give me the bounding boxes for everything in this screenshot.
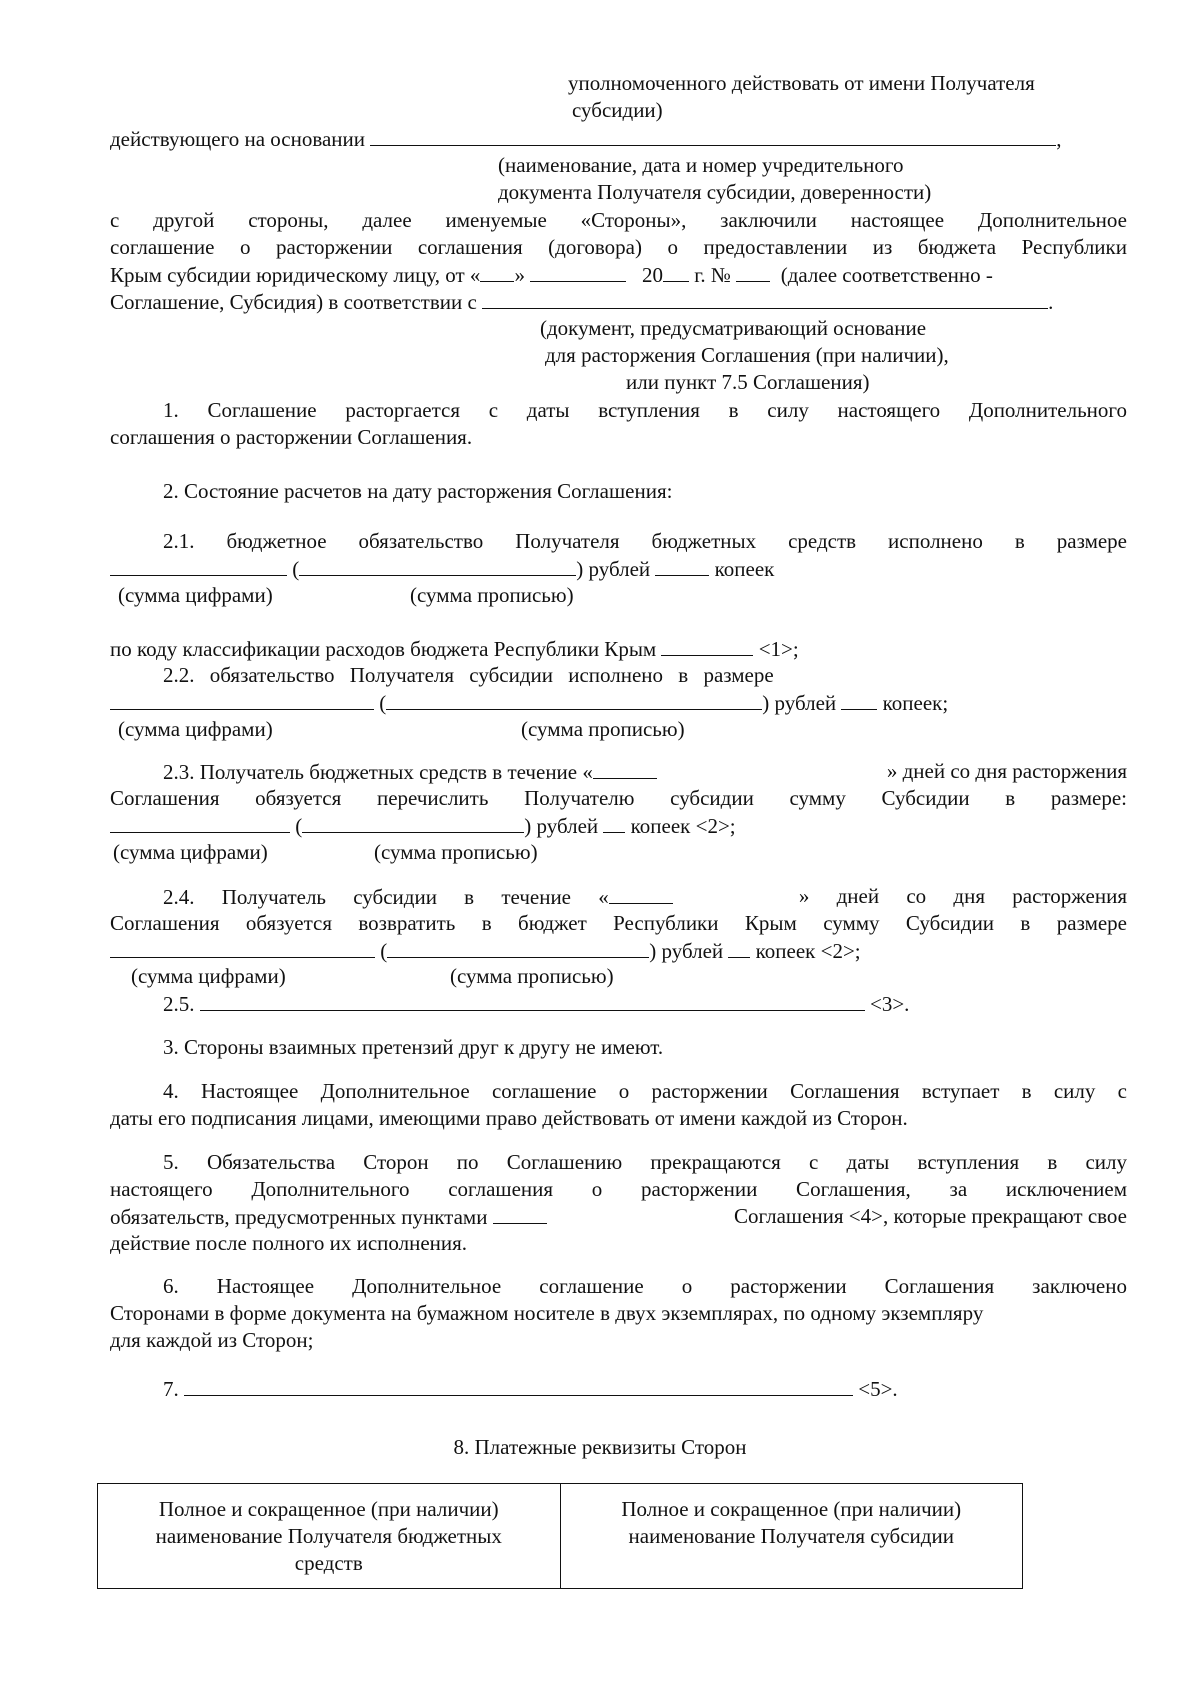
accordance-blank[interactable] <box>482 288 1048 309</box>
basis-comma: , <box>1056 127 1062 151</box>
clause-2-1-code-line <box>110 635 799 663</box>
days-blank[interactable] <box>593 758 657 779</box>
preamble-line3 <box>110 261 993 289</box>
clause-5-line3-end: Соглашения <4>, которые прекращают свое <box>734 1204 1127 1228</box>
basis-caption-line1: (наименование, дата и номер учредительного <box>498 153 904 177</box>
kopecks-label: копеек <box>714 557 775 581</box>
clause-3: 3. Стороны взаимных претензий друг к другу не имеют. <box>163 1035 664 1059</box>
clause-5-line3 <box>110 1203 1127 1231</box>
amount-words-blank[interactable] <box>302 812 524 833</box>
clause-2-3-line1a <box>163 758 657 786</box>
year-blank[interactable] <box>663 261 689 282</box>
clause-5-line2: настоящего Дополнительного соглашения о расторжении Соглашения, за исключением <box>110 1177 1127 1201</box>
clause-2-2-line1: 2.2. обязательство Получателя субсидии исполнено в размере <box>163 663 774 687</box>
clause-2-2-amount <box>110 689 948 717</box>
clause-2-3-line1b: » дней со дня расторжения <box>886 759 1127 783</box>
recipient-subsidy-header: Полное и сокращенное (при наличии) наименование Получателя субсидии <box>560 1484 1023 1589</box>
basis-blank[interactable] <box>370 125 1056 146</box>
clause-2-3-line2: Соглашения обязуется перечислить Получателю субсидии сумму Субсидии в размере: <box>110 786 1127 810</box>
amount-words-blank[interactable] <box>386 689 762 710</box>
footnote-5: <5>. <box>858 1377 898 1401</box>
clause-2-1-amount <box>110 555 774 583</box>
clause-7-blank[interactable] <box>184 1375 853 1396</box>
kopecks-blank[interactable] <box>728 937 750 958</box>
preamble-line2: соглашение о расторжении соглашения (договора) о предоставлении из бюджета Республики <box>110 235 1127 259</box>
footnote-1: <1>; <box>758 637 799 661</box>
clause-2-5 <box>163 990 909 1018</box>
amount-words-blank[interactable] <box>387 937 649 958</box>
rubles-label: ) рублей <box>649 939 724 963</box>
clause-2-1-line1: 2.1. бюджетное обязательство Получателя бюджетных средств исполнено в размере <box>163 529 1127 553</box>
clause-1-line2: соглашения о расторжении Соглашения. <box>110 425 473 449</box>
payment-details-table <box>97 1483 1023 1589</box>
section-8-title: 8. Платежные реквизиты Сторон <box>453 1435 747 1459</box>
accordance-caption-line2: для расторжения Соглашения (при наличии), <box>545 343 949 367</box>
accordance-caption-line3: или пункт 7.5 Соглашения) <box>626 370 870 394</box>
day-blank[interactable] <box>480 261 514 282</box>
clause-5-line4: действие после полного их исполнения. <box>110 1231 468 1255</box>
footnote-3: <3>. <box>870 992 910 1016</box>
clause-2-1-cap-digits: (сумма цифрами) <box>118 583 273 607</box>
kopecks-blank[interactable] <box>603 812 625 833</box>
clause-6-line1: 6. Настоящее Дополнительное соглашение о расторжении Соглашения заключено <box>163 1274 1127 1298</box>
clause-4-line2: даты его подписания лицами, имеющими право действовать от имени каждой из Сторон. <box>110 1106 908 1130</box>
code-blank[interactable] <box>661 635 753 656</box>
number-label: г. № <box>694 263 731 287</box>
accordance-caption-line1: (документ, предусматривающий основание <box>540 316 927 340</box>
clause-6-line2: Сторонами в форме документа на бумажном носителе в двух экземплярах, по одному экземпляру <box>110 1301 984 1325</box>
clause-1-line1: 1. Соглашение расторгается с даты вступления в силу настоящего Дополнительного <box>163 398 1127 422</box>
items-blank[interactable] <box>493 1203 547 1224</box>
recipient-budget-funds-header: Полное и сокращенное (при наличии) наименование Получателя бюджетных средств <box>98 1484 561 1589</box>
clause-5-text: обязательств, предусмотренных пунктами <box>110 1205 488 1229</box>
clause-2-3-cap-words: (сумма прописью) <box>374 840 538 864</box>
amount-digits-blank[interactable] <box>110 555 287 576</box>
clause-2-5-number: 2.5. <box>163 992 195 1016</box>
kopecks-label: копеек; <box>882 691 949 715</box>
amount-digits-blank[interactable] <box>110 812 290 833</box>
kopecks-label: копеек <2>; <box>755 939 861 963</box>
quote-close: » <box>514 263 525 287</box>
month-blank[interactable] <box>530 261 626 282</box>
accordance-label: Соглашение, Субсидия) в соответствии с <box>110 290 477 314</box>
rubles-label: ) рублей <box>576 557 651 581</box>
days-blank[interactable] <box>609 883 673 904</box>
clause-2-2-cap-digits: (сумма цифрами) <box>118 717 273 741</box>
rubles-label: ) рублей <box>524 814 599 838</box>
amount-digits-blank[interactable] <box>110 689 374 710</box>
clause-2-5-blank[interactable] <box>200 990 865 1011</box>
year-prefix: 20 <box>641 263 663 287</box>
clause-2-4-text: 2.4. Получатель субсидии в течение « <box>163 885 609 909</box>
clause-2-3-text: 2.3. Получатель бюджетных средств в течение « <box>163 760 593 784</box>
clause-2-3-amount <box>110 812 736 840</box>
kopecks-label: копеек <2>; <box>630 814 736 838</box>
paren-open: ( <box>295 814 303 838</box>
basis-label: действующего на основании <box>110 127 366 151</box>
clause-2-1-cap-words: (сумма прописью) <box>410 583 574 607</box>
basis-caption-line2: документа Получателя субсидии, доверенности) <box>498 180 932 204</box>
preamble-line4 <box>110 288 1053 316</box>
paren-open: ( <box>292 557 300 581</box>
clause-5-line3-start <box>110 1203 547 1231</box>
amount-words-blank[interactable] <box>299 555 576 576</box>
clause-2: 2. Состояние расчетов на дату расторжения Соглашения: <box>163 479 673 503</box>
period: . <box>1048 290 1054 314</box>
paren-open: ( <box>379 691 387 715</box>
clause-2-4-line2: Соглашения обязуется возвратить в бюджет Республики Крым сумму Субсидии в размере <box>110 911 1127 935</box>
clause-4-line1: 4. Настоящее Дополнительное соглашение о расторжении Соглашения вступает в силу с <box>163 1079 1127 1103</box>
clause-2-4-cap-digits: (сумма цифрами) <box>131 964 286 988</box>
preamble-line3-end: (далее соответственно - <box>780 263 993 287</box>
representative-caption-line2: субсидии) <box>572 98 663 122</box>
date-prefix: Крым субсидии юридическому лицу, от « <box>110 263 481 287</box>
kopecks-blank[interactable] <box>841 689 877 710</box>
clause-7-number: 7. <box>163 1377 179 1401</box>
kopecks-blank[interactable] <box>655 555 709 576</box>
clause-5-line1: 5. Обязательства Сторон по Соглашению прекращаются с даты вступления в силу <box>163 1150 1127 1174</box>
clause-6-line3: для каждой из Сторон; <box>110 1328 314 1352</box>
amount-digits-blank[interactable] <box>110 937 375 958</box>
clause-2-2-cap-words: (сумма прописью) <box>521 717 685 741</box>
clause-2-4-line1a <box>163 883 673 911</box>
representative-caption-line1: уполномоченного действовать от имени Получателя <box>568 71 1035 95</box>
number-blank[interactable] <box>736 261 770 282</box>
clause-2-4-amount <box>110 937 861 965</box>
code-label: по коду классификации расходов бюджета Республики Крым <box>110 637 657 661</box>
clause-2-4-line1b: » дней со дня расторжения <box>798 884 1127 908</box>
table-row <box>98 1484 1023 1589</box>
rubles-label: ) рублей <box>762 691 837 715</box>
preamble-line1: с другой стороны, далее именуемые «Стороны», заключили настоящее Дополнительное <box>110 208 1127 232</box>
clause-7 <box>163 1375 898 1403</box>
clause-2-3-line1 <box>163 758 1127 786</box>
clause-2-3-cap-digits: (сумма цифрами) <box>113 840 268 864</box>
basis-line <box>110 125 1062 153</box>
clause-2-4-cap-words: (сумма прописью) <box>450 964 614 988</box>
paren-open: ( <box>380 939 388 963</box>
clause-2-4-line1 <box>163 883 1127 911</box>
